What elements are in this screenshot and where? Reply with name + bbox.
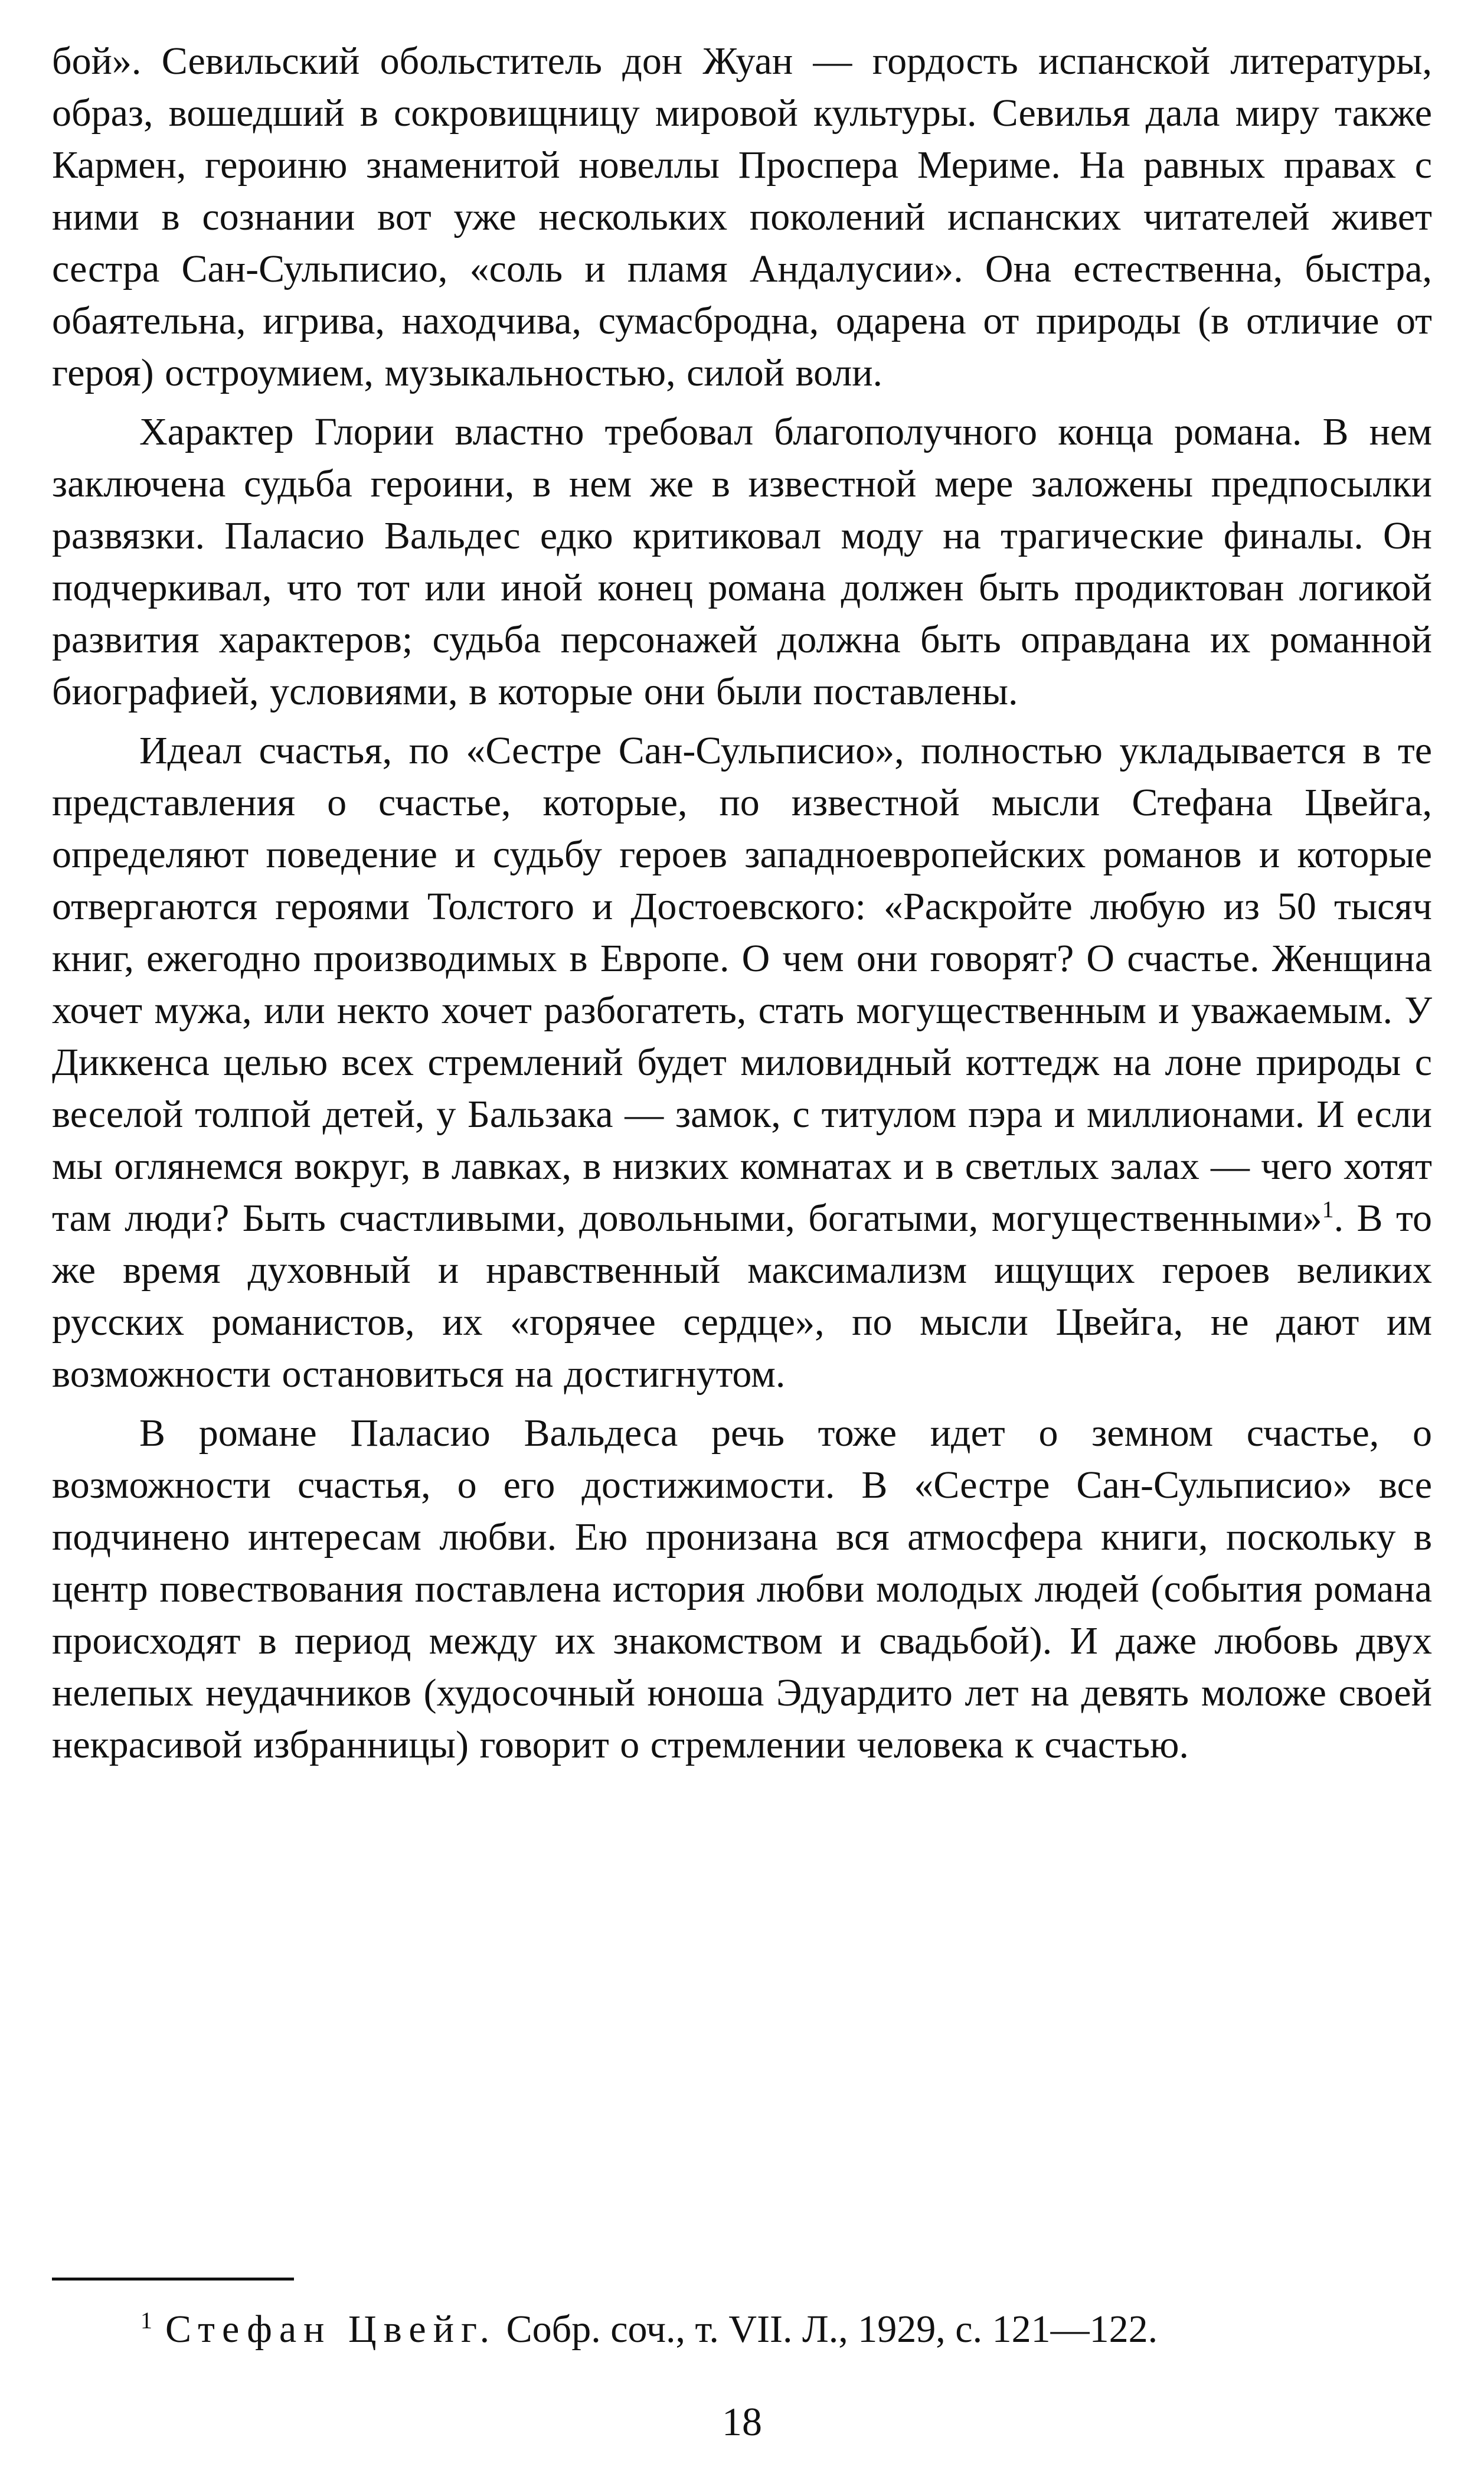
footnote-separator: [52, 2278, 294, 2281]
paragraph-3: [52, 725, 1432, 1400]
page-number: 18: [722, 2399, 762, 2444]
page-body: [52, 35, 1432, 1771]
footnote-reference-mark[interactable]: 1: [1322, 1196, 1334, 1223]
paragraph-3-text-after-ref: . В то же время духовный и нравственный максимализм ищущих героев великих русских романистов, их «горячее сердце», по мысли Цвейга, не дают им возможности остановиться на достигнутом.: [52, 1197, 1432, 1396]
footnote-citation: Собр. соч., т. VII. Л., 1929, с. 121—122.: [506, 2308, 1158, 2351]
footnote-author: Стефан Цвейг.: [165, 2308, 497, 2351]
footnote: [140, 2304, 1432, 2355]
footnote-mark: 1: [140, 2307, 152, 2334]
paragraph-4: В романе Паласио Вальдеса речь тоже идет о земном счастье, о возможности счастья, о его достижимости. В «Сестре Сан-Сульписио» все подчинено интересам любви. Ею пронизана вся атмосфера книги, поскольку в центр повествования поставлена история любви молодых людей (события романа происходят в период между их знакомством и свадьбой). И даже любовь двух нелепых неудачников (худосочный юноша Эдуардито лет на девять моложе своей некрасивой избранницы) говорит о стремлении человека к счастью.: [52, 1412, 1432, 1766]
paragraph-1: бой». Севильский обольститель дон Жуан — гордость испанской литературы, образ, вошедший в сокровищницу мировой культуры. Севилья дала миру также Кармен, героиню знаменитой новеллы Проспера Мериме. На равных правах с ними в сознании вот уже нескольких поколений испанских читателей живет сестра Сан-Сульписио, «соль и пламя Андалусии». Она естественна, быстра, обаятельна, игрива, находчива, сумасбродна, одарена от природы (в отличие от героя) остроумием, музыкальностью, силой воли.: [52, 40, 1432, 394]
paragraph-3-text-before-ref: Идеал счастья, по «Сестре Сан-Сульписио», полностью укладывается в те представления о счастье, которые, по известной мысли Стефана Цвейга, определяют поведение и судьбу героев западноевропейских романов и которые отвергаются героями Толстого и Достоевского: «Раскройте любую из 50 тысяч книг, ежегодно производимых в Европе. О чем они говорят? О счастье. Женщина хочет мужа, или некто хочет разбогатеть, стать могущественным и уважаемым. У Диккенса целью всех стремлений будет миловидный коттедж на лоне природы с веселой толпой детей, у Бальзака — замок, с титулом пэра и миллионами. И если мы оглянемся вокруг, в лавках, в низких комнатах и в светлых залах — чего хотят там люди? Быть счастливыми, довольными, богатыми, могущественными»: [52, 729, 1432, 1240]
paragraph-2: Характер Глории властно требовал благополучного конца романа. В нем заключена судьба героини, в нем же в известной мере заложены предпосылки развязки. Паласио Вальдес едко критиковал моду на трагические финалы. Он подчеркивал, что тот или иной конец романа должен быть продиктован логикой развития характеров; судьба персонажей должна быть оправдана их романной биографией, условиями, в которые они были поставлены.: [52, 410, 1432, 713]
